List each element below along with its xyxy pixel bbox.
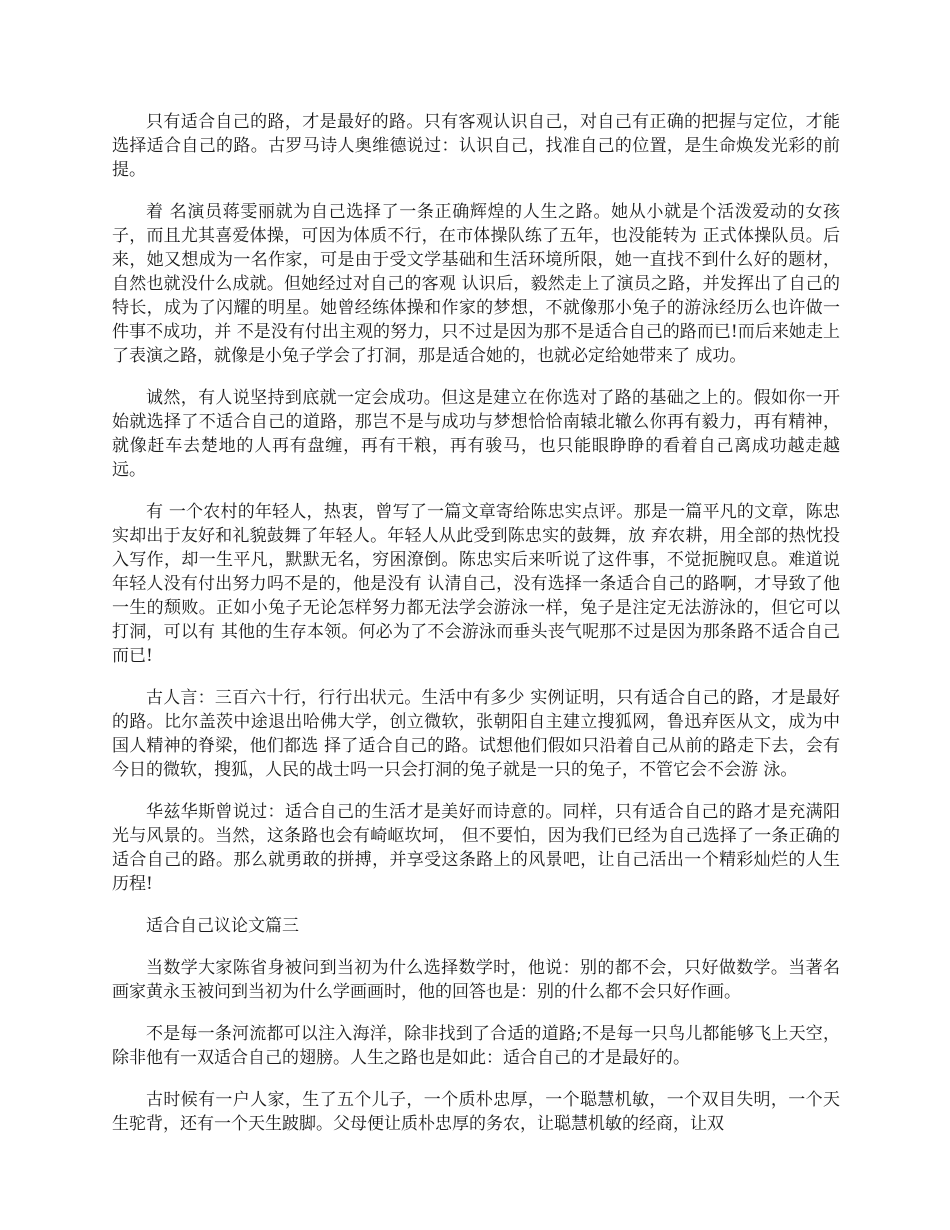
section-title: 适合自己议论文篇三 bbox=[146, 916, 299, 936]
paragraph-5: 古人言：三百六十行，行行出状元。生活中有多少 实例证明，只有适合自己的路，才是最好的路。比尔盖茨中途退出哈佛大学，创立微软，张朝阳自主建立搜狐网，鲁迅弃医从文，成为中国人精神的脊梁，他们都选 择了适合自己的路。试想他们假如只沿着自己从前的路走下去，会有今日的微软，搜狐，人民的战士吗一只会打洞的兔子就是一只的兔子，不管它会不会游 泳。 bbox=[112, 688, 840, 780]
paragraph-3: 诚然，有人说坚持到底就一定会成功。但这是建立在你选对了路的基础之上的。假如你一开始就选择了不适合自己的道路，那岂不是与成功与梦想恰恰南辕北辙么你再有毅力，再有精神，就像赶车去楚地的人再有盘缠，再有干粮，再有骏马，也只能眼睁睁的看着自己离成功越走越远。 bbox=[112, 388, 840, 480]
paragraph-4: 有 一个农村的年轻人，热衷，曾写了一篇文章寄给陈忠实点评。那是一篇平凡的文章，陈忠实却出于友好和礼貌鼓舞了年轻人。年轻人从此受到陈忠实的鼓舞，放 弃农耕，用全部的热忱投入写作，却一生平凡，默默无名，穷困潦倒。陈忠实后来听说了这件事，不觉扼腕叹息。难道说年轻人没有付出努力吗不是的，他是没有 认清自己，没有选择一条适合自己的路啊，才导致了他一生的颓败。正如小兔子无论怎样努力都无法学会游泳一样，兔子是注定无法游泳的，但它可以打洞，可以有 其他的生存本领。何必为了不会游泳而垂头丧气呢那不过是因为那条路不适合自己而已! bbox=[112, 502, 840, 666]
paragraph-2: 着 名演员蒋雯丽就为自己选择了一条正确辉煌的人生之路。她从小就是个活泼爱动的女孩子，而且尤其喜爱体操，可因为体质不行，在市体操队练了五年，也没能转为 正式体操队员。后来，她又想成为一名作家，可是由于受文学基础和生活环境所限，她一直找不到什么好的题材，自然也就没什么成就。但她经过对自己的客观 认识后，毅然走上了演员之路，并发挥出了自己的特长，成为了闪耀的明星。她曾经练体操和作家的梦想，不就像那小兔子的游泳经历么也许做一件事不成功，并 不是没有付出主观的努力，只不过是因为那不是适合自己的路而已!而后来她走上了表演之路，就像是小兔子学会了打洞，那是适合她的，也就必定给她带来了 成功。 bbox=[112, 202, 840, 366]
paragraph-7: 当数学大家陈省身被问到当初为什么选择数学时，他说：别的都不会，只好做数学。当著名画家黄永玉被问到当初为什么学画画时，他的回答也是：别的什么都不会只好作画。 bbox=[112, 958, 840, 1002]
paragraph-9: 古时候有一户人家，生了五个儿子，一个质朴忠厚，一个聪慧机敏，一个双目失明，一个天生驼背，还有一个天生跛脚。父母便让质朴忠厚的务农，让聪慧机敏的经商，让双 bbox=[112, 1090, 840, 1134]
paragraph-8: 不是每一条河流都可以注入海洋，除非找到了合适的道路;不是每一只鸟儿都能够飞上天空，除非他有一双适合自己的翅膀。人生之路也是如此：适合自己的才是最好的。 bbox=[112, 1024, 840, 1068]
paragraph-6: 华兹华斯曾说过：适合自己的生活才是美好而诗意的。同样，只有适合自己的路才是充满阳光与风景的。当然，这条路也会有崎岖坎坷， 但不要怕，因为我们已经为自己选择了一条正确的适合自己的路。那么就勇敢的拼搏，并享受这条路上的风景吧，让自己活出一个精彩灿烂的人生历程! bbox=[112, 802, 840, 894]
document-page bbox=[112, 110, 840, 1154]
paragraph-1: 只有适合自己的路，才是最好的路。只有客观认识自己，对自己有正确的把握与定位，才能选择适合自己的路。古罗马诗人奥维德说过：认识自己，找准自己的位置，是生命焕发光彩的前提。 bbox=[112, 112, 840, 180]
